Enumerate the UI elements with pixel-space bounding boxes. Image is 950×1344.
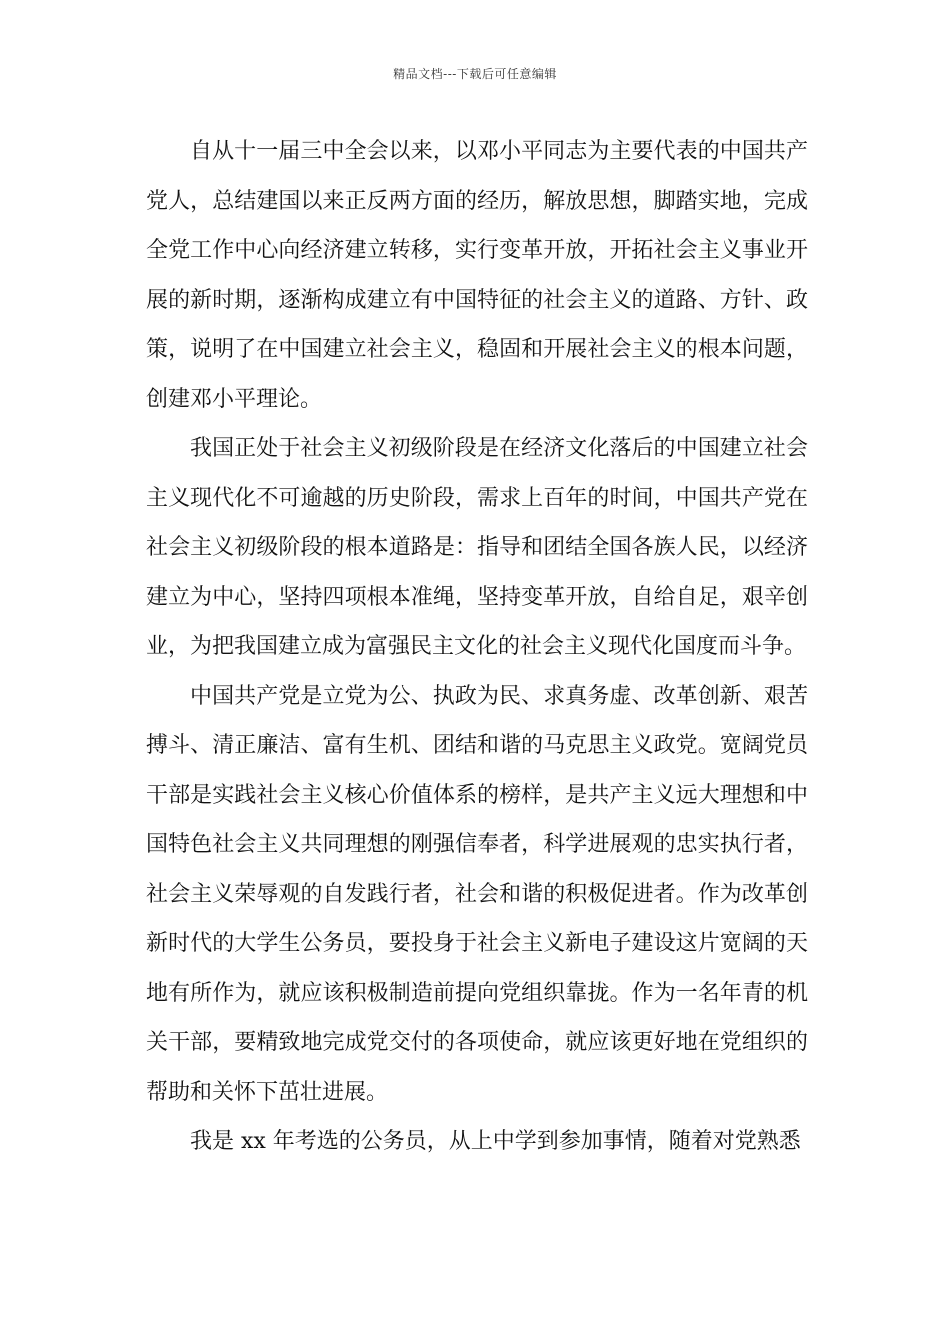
- paragraph-3: 中国共产党是立党为公、执政为民、求真务虚、改革创新、艰苦搏斗、清正廉洁、富有生机、团结和谐的马克思主义政党。宽阔党员干部是实践社会主义核心价值体系的榜样，是共产主义远大理想和中国特色社会主义共同理想的刚强信奉者，科学进展观的忠实执行者，社会主义荣辱观的自发践行者，社会和谐的积极促进者。作为改革创新时代的大学生公务员，要投身于社会主义新电子建设这片宽阔的天地有所作为，就应该积极制造前提向党组织靠拢。作为一名年青的机关干部，要精致地完成党交付的各项使命，就应该更好地在党组织的帮助和关怀下茁壮进展。: [146, 683, 808, 1105]
- page-header: 精品文档---下载后可任意编辑: [393, 67, 557, 81]
- paragraph-2: 我国正处于社会主义初级阶段是在经济文化落后的中国建立社会主义现代化不可逾越的历史阶段，需求上百年的时间，中国共产党在社会主义初级阶段的根本道路是：指导和团结全国各族人民，以经济建立为中心，坚持四项根本准绳，坚持变革开放，自给自足，艰辛创业，为把我国建立成为富强民主文化的社会主义现代化国度而斗争。: [146, 436, 808, 659]
- paragraph-1: 自从十一届三中全会以来，以邓小平同志为主要代表的中国共产党人，总结建国以来正反两方面的经历，解放思想，脚踏实地，完成全党工作中心向经济建立转移，实行变革开放，开拓社会主义事业开展的新时期，逐渐构成建立有中国特征的社会主义的道路、方针、政策，说明了在中国建立社会主义，稳固和开展社会主义的根本问题，创建邓小平理论。: [146, 139, 808, 412]
- paragraph-4: 我是 xx 年考选的公务员，从上中学到参加事情，随着对党熟悉: [190, 1129, 801, 1154]
- document-body: [146, 127, 808, 1167]
